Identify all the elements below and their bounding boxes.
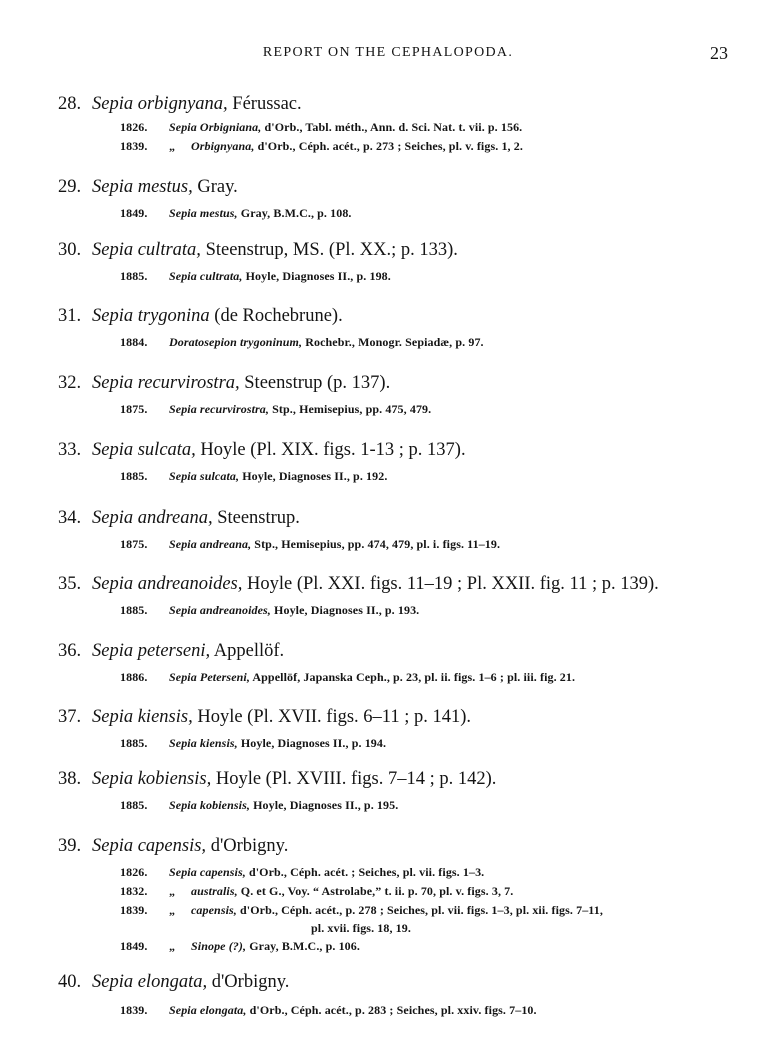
species-authority: Hoyle (Pl. XXI. figs. 11–19 ; Pl. XXII. fig. 11 ; p. 139). — [247, 574, 659, 594]
synonym-line — [120, 939, 360, 954]
species-heading — [58, 306, 343, 327]
entry-number: 29. — [58, 177, 82, 197]
synonym-line — [120, 865, 484, 880]
species-name: Sepia elongata, — [92, 972, 208, 992]
synonym-year: 1849. — [120, 206, 148, 220]
species-name: Sepia peterseni, — [92, 641, 211, 661]
synonym-year: 1875. — [120, 537, 148, 551]
entry-number: 40. — [58, 972, 82, 992]
synonym-line — [120, 1003, 537, 1018]
synonym-year: 1885. — [120, 798, 148, 812]
species-authority: Hoyle (Pl. XVIII. figs. 7–14 ; p. 142). — [215, 769, 497, 789]
synonym-line — [120, 139, 523, 154]
entry-number: 39. — [58, 836, 82, 856]
synonym-year: 1826. — [120, 120, 148, 134]
species-authority: d'Orbigny. — [210, 836, 289, 856]
synonym-year: 1826. — [120, 865, 148, 879]
synonym-citation: Gray, B.M.C., p. 106. — [249, 939, 360, 953]
species-name: Sepia capensis, — [92, 836, 207, 856]
entry-number: 36. — [58, 641, 82, 661]
synonym-line — [120, 269, 391, 284]
synonym-citation: Hoyle, Diagnoses II., p. 195. — [253, 798, 399, 812]
synonym-citation: Stp., Hemisepius, pp. 474, 479, pl. i. figs. 11–19. — [254, 537, 501, 551]
synonym-line — [120, 903, 603, 918]
synonym-taxon: Sepia recurvirostra, — [169, 402, 270, 416]
ditto-mark: „ — [169, 903, 176, 917]
synonym-line — [120, 736, 386, 751]
synonym-citation: Appellöf, Japanska Ceph., p. 23, pl. ii. figs. 1–6 ; pl. iii. fig. 21. — [252, 670, 576, 684]
synonym-taxon: Sepia andreana, — [169, 537, 252, 551]
synonym-year: 1839. — [120, 1003, 148, 1017]
entry-number: 31. — [58, 306, 82, 326]
synonym-citation: d'Orb., Tabl. méth., Ann. d. Sci. Nat. t. vii. p. 156. — [264, 120, 523, 134]
species-authority: Gray. — [197, 177, 238, 197]
synonym-year: 1839. — [120, 903, 148, 917]
synonym-taxon: Sepia capensis, — [169, 865, 246, 879]
species-name: Sepia orbignyana, — [92, 94, 228, 114]
synonym-year: 1886. — [120, 670, 148, 684]
synonym-taxon: Sepia mestus, — [169, 206, 238, 220]
species-name: Sepia trygonina — [92, 306, 210, 326]
synonym-line — [120, 469, 387, 484]
synonym-line — [120, 603, 419, 618]
synonym-citation: Stp., Hemisepius, pp. 475, 479. — [272, 402, 432, 416]
species-heading — [58, 641, 284, 662]
synonym-taxon: Sinope (?), — [191, 939, 247, 953]
species-name: Sepia recurvirostra, — [92, 373, 240, 393]
species-name: Sepia kiensis, — [92, 707, 193, 727]
species-name: Sepia kobiensis, — [92, 769, 212, 789]
synonym-citation: Hoyle, Diagnoses II., p. 193. — [274, 603, 420, 617]
synonym-year: 1885. — [120, 469, 148, 483]
synonym-taxon: capensis, — [191, 903, 237, 917]
synonym-taxon: Sepia elongata, — [169, 1003, 247, 1017]
entry-number: 38. — [58, 769, 82, 789]
synonym-year: 1885. — [120, 603, 148, 617]
synonym-year: 1839. — [120, 139, 148, 153]
species-name: Sepia andreanoides, — [92, 574, 243, 594]
entry-number: 32. — [58, 373, 82, 393]
species-heading — [58, 373, 390, 394]
species-heading — [58, 972, 289, 993]
species-authority: Steenstrup (p. 137). — [244, 373, 391, 393]
synonym-line — [120, 402, 431, 417]
running-title: REPORT ON THE CEPHALOPODA. — [262, 45, 514, 60]
synonym-taxon: Orbignyana, — [191, 139, 255, 153]
species-name: Sepia cultrata, — [92, 240, 201, 260]
synonym-taxon: Sepia kiensis, — [169, 736, 238, 750]
ditto-mark: „ — [169, 939, 176, 953]
synonym-citation: Q. et G., Voy. “ Astrolabe,” t. ii. p. 70, pl. v. figs. 3, 7. — [240, 884, 514, 898]
synonym-year: 1875. — [120, 402, 148, 416]
species-authority: Hoyle (Pl. XIX. figs. 1-13 ; p. 137). — [200, 440, 466, 460]
synonym-citation: Rochebr., Monogr. Sepiadæ, p. 97. — [305, 335, 484, 349]
synonym-line — [120, 537, 500, 552]
synonym-line — [120, 206, 352, 221]
species-authority: Steenstrup. — [217, 508, 300, 528]
species-name: Sepia mestus, — [92, 177, 193, 197]
synonym-year: 1849. — [120, 939, 148, 953]
synonym-year: 1832. — [120, 884, 148, 898]
species-authority: Steenstrup, MS. (Pl. XX.; p. 133). — [205, 240, 458, 260]
species-authority: Appellöf. — [213, 641, 285, 661]
entry-number: 30. — [58, 240, 82, 260]
synonym-year: 1884. — [120, 335, 148, 349]
species-authority: Férussac. — [232, 94, 302, 114]
entry-number: 33. — [58, 440, 82, 460]
synonym-taxon: Doratosepion trygoninum, — [169, 335, 303, 349]
synonym-year: 1885. — [120, 269, 148, 283]
ditto-mark: „ — [169, 884, 176, 898]
synonym-taxon: Sepia Peterseni, — [169, 670, 250, 684]
synonym-taxon: Sepia kobiensis, — [169, 798, 250, 812]
synonym-year: 1885. — [120, 736, 148, 750]
species-heading — [58, 177, 238, 198]
species-heading — [58, 508, 300, 529]
species-authority: d'Orbigny. — [211, 972, 290, 992]
synonym-citation: d'Orb., Céph. acét. ; Seiches, pl. vii. figs. 1–3. — [248, 865, 485, 879]
synonym-citation: d'Orb., Céph. acét., p. 273 ; Seiches, pl. v. figs. 1, 2. — [257, 139, 523, 153]
species-heading — [58, 707, 471, 728]
synonym-taxon: Sepia Orbigniana, — [169, 120, 262, 134]
entry-number: 28. — [58, 94, 82, 114]
species-heading — [58, 836, 288, 857]
species-heading — [58, 574, 659, 595]
synonym-line — [120, 798, 398, 813]
entry-number: 35. — [58, 574, 82, 594]
species-authority: (de Rochebrune). — [214, 306, 343, 326]
synonym-line — [120, 120, 522, 135]
synonym-citation: d'Orb., Céph. acét., p. 278 ; Seiches, pl. vii. figs. 1–3, pl. xii. figs. 7–11, — [240, 903, 603, 917]
ditto-mark: „ — [169, 139, 176, 153]
species-heading — [58, 440, 466, 461]
species-heading — [58, 769, 496, 790]
species-authority: Hoyle (Pl. XVII. figs. 6–11 ; p. 141). — [197, 707, 472, 727]
species-heading — [58, 240, 458, 261]
synonym-citation: Hoyle, Diagnoses II., p. 192. — [242, 469, 388, 483]
species-name: Sepia sulcata, — [92, 440, 196, 460]
synonym-taxon: Sepia andreanoides, — [169, 603, 271, 617]
synonym-citation: Hoyle, Diagnoses II., p. 198. — [245, 269, 391, 283]
synonym-line — [120, 884, 513, 899]
synonym-line — [120, 670, 575, 685]
synonym-citation: Hoyle, Diagnoses II., p. 194. — [240, 736, 387, 750]
synonym-taxon: australis, — [191, 884, 238, 898]
page-header — [0, 45, 776, 69]
page-number: 23 — [710, 43, 728, 63]
synonym-continuation: pl. xvii. figs. 18, 19. — [311, 921, 411, 935]
synonym-taxon: Sepia cultrata, — [169, 269, 243, 283]
synonym-citation: Gray, B.M.C., p. 108. — [240, 206, 352, 220]
entry-number: 34. — [58, 508, 82, 528]
synonym-citation: d'Orb., Céph. acét., p. 283 ; Seiches, pl. xxiv. figs. 7–10. — [249, 1003, 537, 1017]
species-heading — [58, 94, 302, 115]
entry-number: 37. — [58, 707, 82, 727]
synonym-taxon: Sepia sulcata, — [169, 469, 240, 483]
synonym-line — [120, 335, 484, 350]
species-name: Sepia andreana, — [92, 508, 213, 528]
